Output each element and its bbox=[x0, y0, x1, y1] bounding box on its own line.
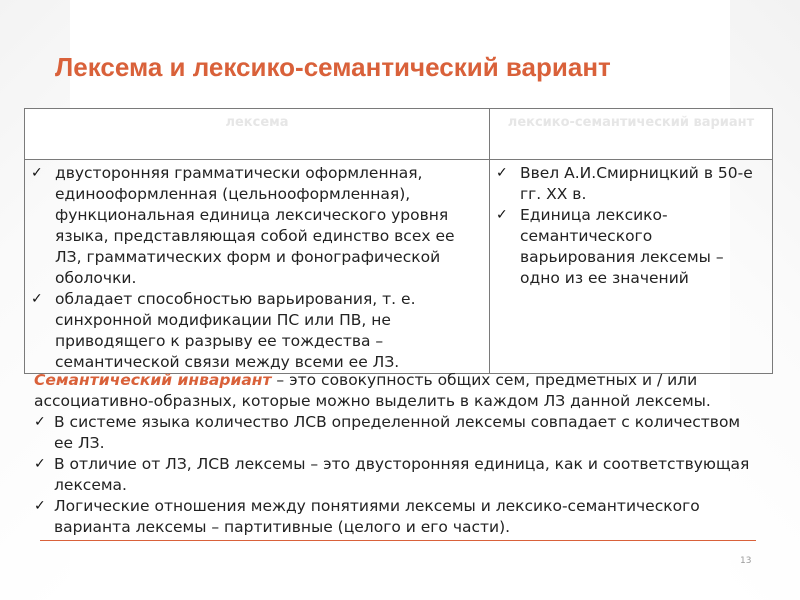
table-row bbox=[25, 160, 773, 374]
list-item bbox=[31, 289, 483, 373]
list-item bbox=[496, 205, 766, 289]
table-header-lexeme: лексема bbox=[25, 109, 490, 160]
checkmark-bullet-icon: ✓ bbox=[34, 498, 46, 514]
checkmark-bullet-icon: ✓ bbox=[34, 456, 46, 472]
table-cell-lsv bbox=[490, 160, 773, 374]
table-header-row bbox=[25, 109, 773, 160]
checkmark-bullet-icon: ✓ bbox=[31, 165, 43, 181]
list-item-text: Единица лексико-семантического варьирования лексемы – одно из ее значений bbox=[520, 206, 724, 287]
lsv-list bbox=[490, 160, 772, 289]
checkmark-bullet-icon: ✓ bbox=[34, 414, 46, 430]
checkmark-bullet-icon: ✓ bbox=[496, 207, 508, 223]
list-item bbox=[31, 163, 483, 289]
list-item-text: обладает способностью варьирования, т. е. синхронной модификации ПС или ПВ, не приводящего к разрыву ее тождества – семантической связи между всеми ее ЛЗ. bbox=[55, 290, 416, 371]
list-item-text: двусторонняя грамматически оформленная, единооформленная (цельнооформленная), функциональная единица лексического уровня языка, представляющая собой единство всех ее ЛЗ, грамматических форм и фонографической оболочки. bbox=[55, 164, 455, 287]
checkmark-bullet-icon: ✓ bbox=[31, 291, 43, 307]
list-item-text: В отличие от ЛЗ, ЛСВ лексемы – это двусторонняя единица, как и соответствующая лексема. bbox=[54, 455, 750, 494]
body-bullet-list bbox=[34, 412, 754, 538]
table-header-lsv: лексико-семантический вариант bbox=[490, 109, 773, 160]
list-item bbox=[496, 163, 766, 205]
comparison-table bbox=[24, 108, 773, 374]
footer-divider bbox=[40, 540, 756, 541]
definition-text: – это совокупность общих сем, предметных и / или ассоциативно-образных, которые можно выделить в каждом ЛЗ данной лексемы. bbox=[34, 371, 711, 410]
definition-paragraph bbox=[34, 370, 754, 412]
list-item-text: В системе языка количество ЛСВ определенной лексемы совпадает с количеством ее ЛЗ. bbox=[54, 413, 741, 452]
page-number: 13 bbox=[740, 556, 752, 566]
table-cell-lexeme bbox=[25, 160, 490, 374]
lexeme-list bbox=[25, 160, 489, 373]
slide-title: Лексема и лексико-семантический вариант bbox=[55, 52, 611, 82]
list-item bbox=[34, 412, 754, 454]
list-item-text: Логические отношения между понятиями лексемы и лексико-семантического варианта лексемы – партитивные (целого и его части). bbox=[54, 497, 700, 536]
body-text bbox=[34, 370, 754, 538]
list-item bbox=[34, 496, 754, 538]
list-item bbox=[34, 454, 754, 496]
definition-term: Семантический инвариант bbox=[34, 371, 272, 389]
checkmark-bullet-icon: ✓ bbox=[496, 165, 508, 181]
list-item-text: Ввел А.И.Смирницкий в 50-е гг. ХХ в. bbox=[520, 164, 753, 203]
